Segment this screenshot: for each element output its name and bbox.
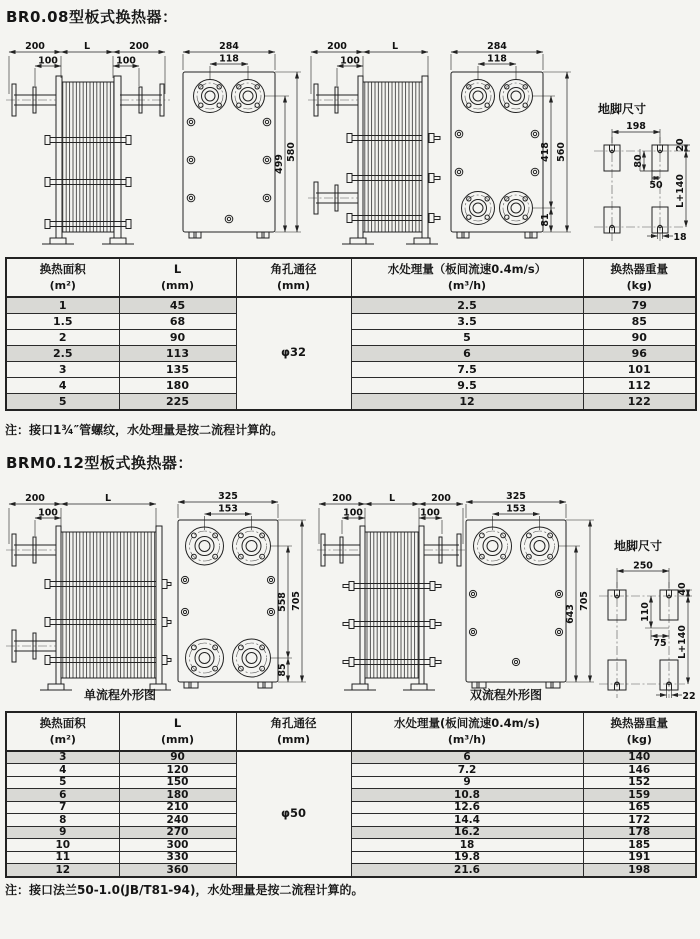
dim-label: 200 — [25, 493, 45, 504]
table-cell: 45 — [119, 297, 236, 314]
feet — [184, 682, 272, 688]
table-cell: 330 — [119, 851, 236, 864]
dim-label: 705 — [579, 591, 590, 611]
feet — [189, 232, 269, 238]
drawing-brm012-side-single-pass — [4, 490, 172, 692]
dim-label: 100 — [38, 55, 58, 67]
dim-label: 75 — [653, 638, 667, 649]
dim-label: 22 — [682, 691, 696, 702]
table-cell: 113 — [119, 345, 236, 361]
table-cell: 12.6 — [351, 801, 583, 814]
flange-ports — [474, 527, 559, 565]
dim-label: 250 — [633, 560, 653, 572]
section-title-brm012: BRM0.12型板式换热器： — [6, 454, 193, 472]
table-cell: 191 — [583, 851, 696, 864]
feet — [42, 238, 134, 244]
header-row — [6, 712, 696, 751]
note-brm012: 注：接口法兰50-1.0(JB/T81-94)，水处理量是按二流程计算的。 — [5, 883, 364, 897]
dim-label: 100 — [38, 507, 58, 519]
side-bolts — [181, 576, 274, 615]
dim-label: L — [104, 493, 112, 504]
table-row — [6, 361, 696, 377]
table-cell: 146 — [583, 764, 696, 777]
dim-label: 110 — [640, 602, 651, 622]
table-cell: 180 — [119, 789, 236, 802]
table-row — [6, 764, 696, 777]
table-cell: 112 — [583, 377, 696, 393]
table-cell: 7 — [6, 801, 119, 814]
side-bolts — [455, 130, 539, 176]
column-header: 水处理量（板间流速0.4m/s） (m³/h) — [351, 258, 583, 297]
column-header: 换热面积 (m²) — [6, 258, 119, 297]
dim-label: 499 — [274, 154, 285, 174]
dim-label: L+140 — [677, 625, 688, 659]
dimensions — [466, 491, 566, 530]
dim-label: L — [388, 493, 396, 504]
dim-label: L — [391, 41, 399, 52]
feet-layout-label: 地脚尺寸 — [614, 539, 663, 553]
dimensions — [617, 561, 696, 703]
table-cell: 6 — [6, 789, 119, 802]
table-cell: 3 — [6, 751, 119, 764]
column-header: 换热面积 (m²) — [6, 712, 119, 751]
plate-pack — [56, 526, 162, 684]
table-cell: 5 — [6, 776, 119, 789]
dim-label: 100 — [343, 507, 363, 519]
table-cell: 178 — [583, 826, 696, 839]
feet — [457, 232, 537, 238]
table-cell: 68 — [119, 313, 236, 329]
dim-label: 200 — [332, 493, 352, 504]
table-row — [6, 851, 696, 864]
center-lines — [594, 137, 684, 241]
caption-single-pass: 单流程外形图 — [84, 688, 157, 702]
drawing-brm012-side-two-pass — [315, 490, 467, 692]
table-row — [6, 345, 696, 361]
table-cell: 185 — [583, 839, 696, 852]
dim-label: 118 — [219, 53, 239, 65]
table-cell: 2.5 — [6, 345, 119, 361]
table-cell: 101 — [583, 361, 696, 377]
header-row — [6, 258, 696, 297]
table-cell: 6 — [351, 751, 583, 764]
table-cell: 1 — [6, 297, 119, 314]
height-dimensions — [533, 72, 571, 232]
height-dimensions — [265, 72, 301, 232]
dim-label: 284 — [219, 41, 239, 52]
table-row — [6, 776, 696, 789]
table-cell: 4 — [6, 764, 119, 777]
drawing-brm012-front-two-port — [460, 490, 600, 692]
table-cell: 2 — [6, 329, 119, 345]
table-cell: 19.8 — [351, 851, 583, 864]
feet — [342, 238, 438, 244]
table-cell: 165 — [583, 801, 696, 814]
dim-label: 50 — [649, 180, 663, 191]
table-cell: 6 — [351, 345, 583, 361]
pipes — [6, 534, 56, 662]
column-header: 角孔通径 (mm) — [236, 258, 351, 297]
dim-label: 100 — [116, 55, 136, 67]
dimensions — [451, 41, 543, 80]
dim-label: 580 — [286, 142, 297, 162]
table-cell: 150 — [119, 776, 236, 789]
dim-label: 81 — [540, 213, 551, 227]
table-cell: 2.5 — [351, 297, 583, 314]
table-cell: 1.5 — [6, 313, 119, 329]
flange-ports — [186, 527, 271, 677]
drawing-br008-side-two-pass — [4, 38, 172, 250]
dim-label: 643 — [565, 604, 576, 624]
table-cell: 5 — [6, 393, 119, 410]
dim-label: 200 — [327, 41, 347, 52]
dimensions — [612, 121, 690, 243]
table-cell: 11 — [6, 851, 119, 864]
hole-diameter-cell: φ32 — [236, 297, 351, 410]
dim-label: 20 — [675, 138, 686, 152]
dim-label: 558 — [277, 592, 288, 612]
table-cell: 240 — [119, 814, 236, 827]
dim-label: 85 — [277, 663, 288, 677]
body-outline — [466, 520, 566, 682]
table-row — [6, 814, 696, 827]
table-cell: 7.5 — [351, 361, 583, 377]
drawing-br008-front-four-port — [443, 38, 578, 250]
feet-layout-label: 地脚尺寸 — [598, 102, 647, 116]
table-cell: 270 — [119, 826, 236, 839]
drawing-br008-front-two-port — [175, 38, 303, 250]
column-header: 水处理量(板间流速0.4m/s) (m³/h) — [351, 712, 583, 751]
dim-label: 200 — [25, 41, 45, 52]
drawing-br008-feet-layout — [582, 115, 697, 250]
dim-label: 18 — [673, 232, 687, 243]
column-header: 角孔通径 (mm) — [236, 712, 351, 751]
table-cell: 172 — [583, 814, 696, 827]
plate-pack — [358, 76, 428, 238]
table-cell: 79 — [583, 297, 696, 314]
column-header: L (mm) — [119, 258, 236, 297]
table-cell: 180 — [119, 377, 236, 393]
table-cell: 21.6 — [351, 864, 583, 877]
table-cell: 90 — [583, 329, 696, 345]
table-cell: 12 — [351, 393, 583, 410]
dim-label: 153 — [218, 503, 238, 515]
plate-pack — [56, 76, 121, 238]
table-row — [6, 313, 696, 329]
table-cell: 122 — [583, 393, 696, 410]
table-cell: 8 — [6, 814, 119, 827]
pipes — [308, 84, 358, 214]
table-cell: 7.2 — [351, 764, 583, 777]
table-cell: 14.4 — [351, 814, 583, 827]
table-row — [6, 329, 696, 345]
side-bolts — [469, 590, 562, 665]
dim-label: 153 — [506, 503, 526, 515]
dim-label: 418 — [540, 142, 551, 162]
height-dimensions — [559, 520, 594, 682]
table-row — [6, 751, 696, 764]
table-cell: 300 — [119, 839, 236, 852]
dim-label: 200 — [129, 41, 149, 52]
drawing-brm012-front-four-port — [172, 490, 312, 692]
drawing-br008-side-single-pass — [306, 38, 441, 250]
table-row — [6, 864, 696, 877]
drawing-brm012-feet-layout — [593, 556, 698, 706]
column-header: L (mm) — [119, 712, 236, 751]
dim-label: 560 — [556, 142, 567, 162]
feet — [344, 684, 435, 690]
dim-label: 325 — [506, 491, 526, 502]
dim-label: L — [83, 41, 91, 52]
table-cell: 120 — [119, 764, 236, 777]
section-title-br008: BR0.08型板式换热器： — [6, 8, 178, 26]
dim-label: 325 — [218, 491, 238, 502]
side-bolts — [187, 118, 271, 223]
plate-pack — [360, 526, 424, 684]
dim-label: 100 — [340, 55, 360, 67]
hole-diameter-cell: φ50 — [236, 751, 351, 877]
dim-label: 200 — [431, 493, 451, 504]
table-cell: 96 — [583, 345, 696, 361]
dimensions — [183, 41, 275, 80]
center-lines — [599, 582, 685, 698]
note-br008: 注：接口1¾″管螺纹，水处理量是按二流程计算的。 — [5, 423, 284, 437]
dim-label: 40 — [677, 582, 688, 596]
table-row — [6, 297, 696, 314]
flange-ports — [462, 80, 533, 225]
dim-label: L+140 — [675, 174, 686, 208]
table-cell: 4 — [6, 377, 119, 393]
table-row — [6, 393, 696, 410]
table-cell: 12 — [6, 864, 119, 877]
dimensions — [178, 491, 278, 530]
table-cell: 18 — [351, 839, 583, 852]
table-cell: 90 — [119, 329, 236, 345]
table-cell: 210 — [119, 801, 236, 814]
table-cell: 10 — [6, 839, 119, 852]
table-cell: 5 — [351, 329, 583, 345]
column-header: 换热器重量 (kg) — [583, 712, 696, 751]
table-row — [6, 377, 696, 393]
table-cell: 90 — [119, 751, 236, 764]
dim-label: 80 — [633, 154, 644, 168]
column-header: 换热器重量 (kg) — [583, 258, 696, 297]
dim-label: 284 — [487, 41, 507, 52]
height-dimensions — [271, 520, 306, 682]
table-cell: 9.5 — [351, 377, 583, 393]
spec-table-brm012 — [5, 711, 697, 878]
spec-table-br008 — [5, 257, 697, 411]
table-cell: 225 — [119, 393, 236, 410]
dim-label: 705 — [291, 591, 302, 611]
table-cell: 152 — [583, 776, 696, 789]
table-cell: 9 — [351, 776, 583, 789]
table-cell: 10.8 — [351, 789, 583, 802]
table-cell: 159 — [583, 789, 696, 802]
table-cell: 198 — [583, 864, 696, 877]
flange-ports — [194, 80, 265, 113]
table-cell: 85 — [583, 313, 696, 329]
table-row — [6, 801, 696, 814]
dim-label: 100 — [420, 507, 440, 519]
table-cell: 140 — [583, 751, 696, 764]
dim-label: 198 — [626, 121, 646, 132]
table-row — [6, 826, 696, 839]
table-cell: 360 — [119, 864, 236, 877]
dim-label: 118 — [487, 53, 507, 65]
body-outline — [178, 520, 278, 682]
table-cell: 16.2 — [351, 826, 583, 839]
table-row — [6, 839, 696, 852]
table-row — [6, 789, 696, 802]
caption-double-pass: 双流程外形图 — [470, 688, 543, 702]
table-cell: 9 — [6, 826, 119, 839]
table-cell: 3.5 — [351, 313, 583, 329]
table-cell: 135 — [119, 361, 236, 377]
table-cell: 3 — [6, 361, 119, 377]
